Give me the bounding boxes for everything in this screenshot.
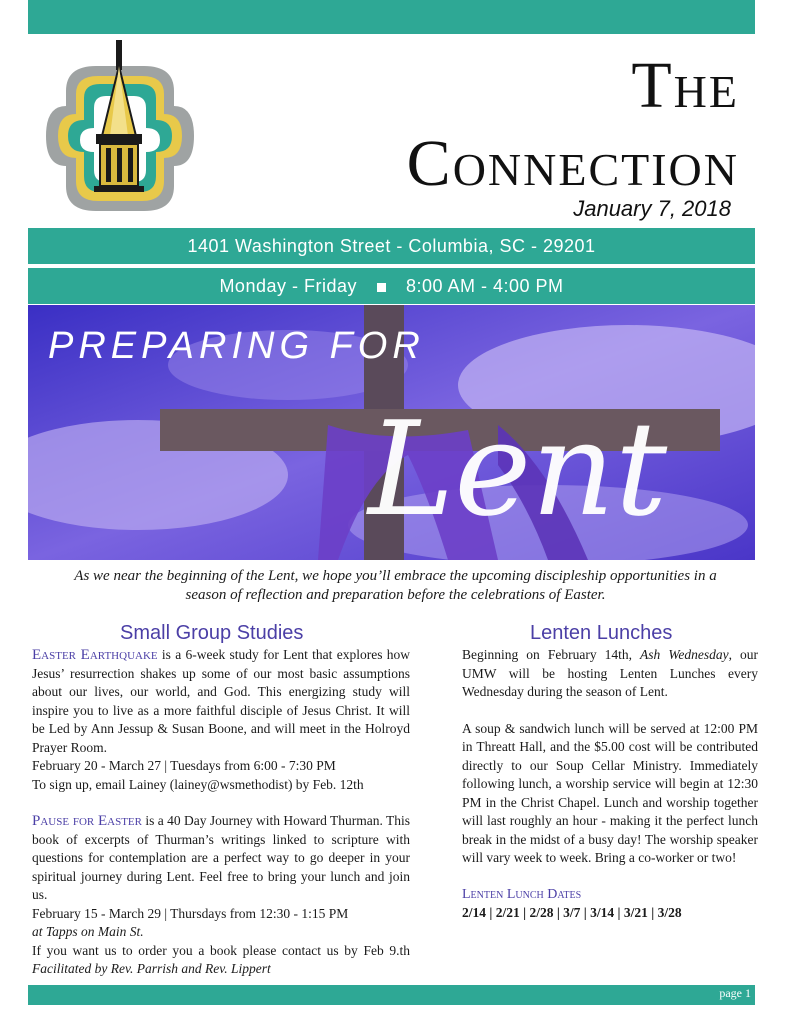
study-easter-earthquake	[32, 646, 410, 794]
small-group-column	[32, 646, 410, 997]
lunch-details: A soup & sandwich lunch will be served at 12:00 PM in Threatt Hall, and the $5.00 cost will be contributed directly to our Soup Cellar Ministry. Immediately following lunch, a worship service will begin at 12:30 PM in the Christ Chapel. Lunch and worship together will last roughly an hour - making it the perfect lunch break in the midst of a busy day! The worship speaker will vary week to week. Bring a co-worker or two!	[462, 720, 758, 865]
hero-script-lent: Lent	[368, 393, 668, 545]
issue-date: January 7, 2018	[573, 196, 731, 221]
study-signup: To sign up, email Lainey (lainey@wsmethodist) by Feb. 12th	[32, 776, 364, 792]
office-days: Monday - Friday	[219, 276, 357, 296]
study-body: is a 40 Day Journey with Howard Thurman. This book of excerpts of Thurman’s writings linked to scripture with questions for contemplation are a perfect way to go deeper in your spiritual journey during Lent. Feel free to bring your lunch and join us.	[32, 813, 410, 902]
study-location: at Tapps on Main St.	[32, 924, 144, 939]
square-bullet-icon	[377, 283, 386, 292]
hero-banner	[28, 305, 755, 560]
study-title: Pause for Easter	[32, 813, 142, 829]
study-facilitators: Facilitated by Rev. Parrish and Rev. Lippert	[32, 961, 271, 976]
study-order-info: If you want us to order you a book please contact us by Feb 9.th	[32, 942, 410, 958]
study-schedule: February 20 - March 27 | Tuesdays from 6:00 - 7:30 PM	[32, 758, 336, 773]
newsletter-title-connection: Connection	[406, 127, 739, 200]
bottom-banner-bar	[28, 985, 755, 1005]
lunch-intro-text: Beginning on February 14th,	[462, 647, 641, 662]
small-group-heading: Small Group Studies	[120, 622, 304, 644]
newsletter-title-the: The	[631, 49, 739, 122]
study-pause-for-easter	[32, 812, 410, 979]
lunch-intro	[462, 646, 758, 702]
study-schedule: February 15 - March 29 | Thursdays from 12:30 - 1:15 PM	[32, 905, 349, 921]
page-number: page 1	[719, 986, 751, 1000]
hours-bar	[28, 268, 755, 304]
lunch-dates-heading: Lenten Lunch Dates	[462, 886, 582, 902]
lenten-lunches-heading: Lenten Lunches	[530, 622, 673, 644]
office-hours: 8:00 AM - 4:00 PM	[405, 276, 564, 296]
address-text: 1401 Washington Street - Columbia, SC - 29201	[187, 236, 596, 256]
hero-heading: PREPARING FOR	[48, 325, 425, 367]
address-bar	[28, 228, 755, 264]
lenten-lunches-column	[462, 646, 758, 923]
intro-paragraph: As we near the beginning of the Lent, we hope you’ll embrace the upcoming discipleship opportunities in a season of reflection and preparation before the celebrations of Easter.	[74, 568, 717, 603]
lunch-intro-text-end: , our UMW will be hosting Lenten Lunches every Wednesday during the season of Lent.	[462, 647, 758, 699]
study-title: Easter Earthquake	[32, 647, 158, 663]
study-body: is a 6-week study for Lent that explores how Jesus’ resurrection shakes up some of our most basic assumptions about our lives, our world, and God. This energizing study will inspire you to live as a more faithful disciple of Jesus Christ. It will be Led by Ann Jessup & Susan Boone, and will meet in the Holroyd Prayer Room.	[32, 647, 410, 755]
ash-wednesday: Ash Wednesday	[640, 647, 729, 662]
top-banner-bar	[28, 0, 755, 34]
lunch-dates-list: 2/14 | 2/21 | 2/28 | 3/7 | 3/14 | 3/21 | 3/28	[462, 905, 682, 920]
church-steeple-logo	[36, 36, 204, 236]
